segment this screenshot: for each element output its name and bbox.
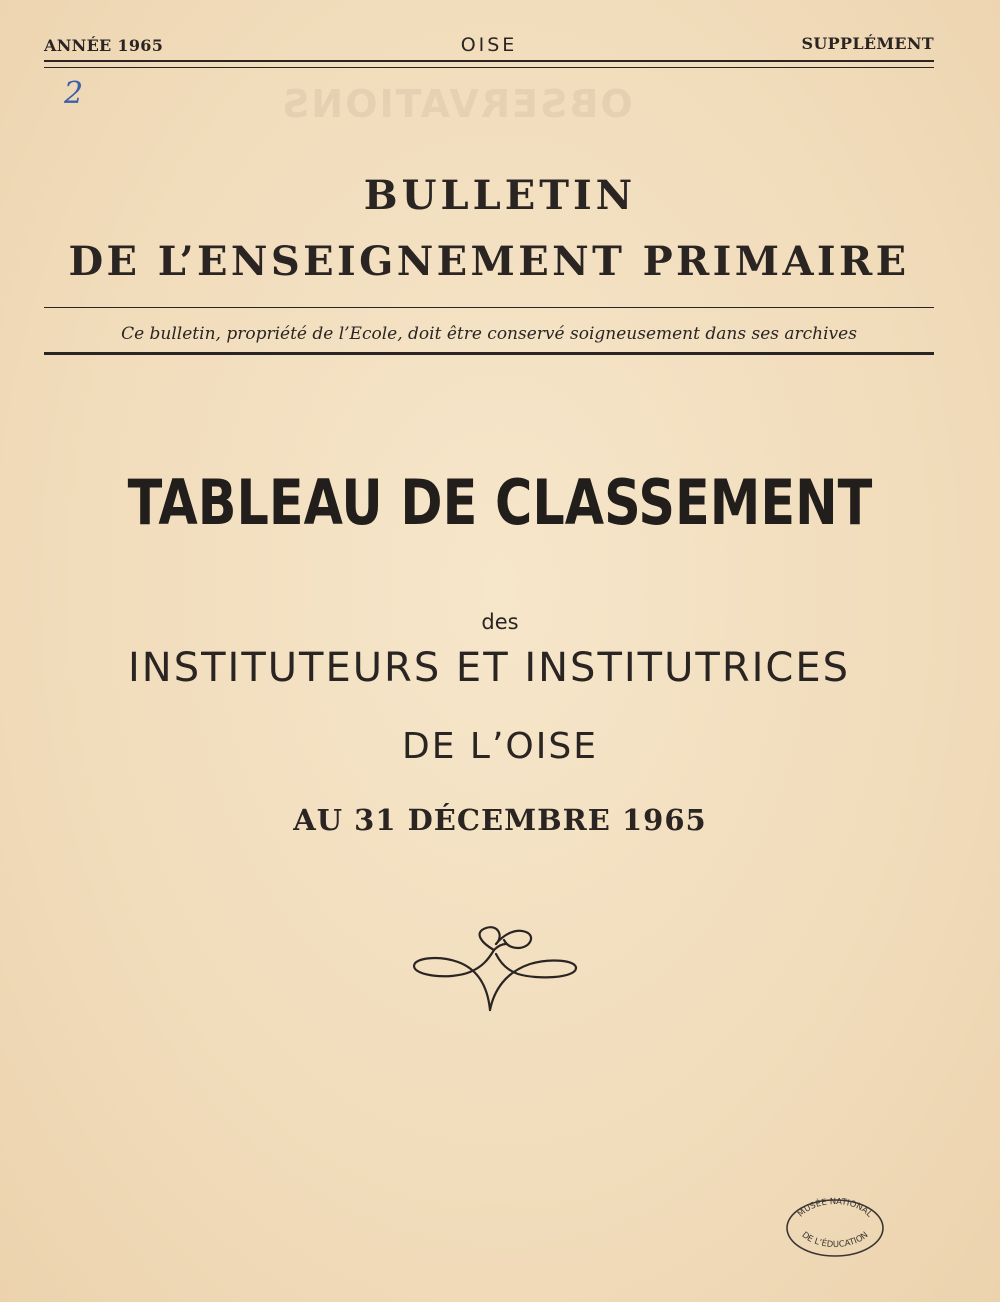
title-subject: INSTITUTEURS ET INSTITUTRICES — [127, 645, 851, 691]
masthead-rule-top — [44, 307, 934, 308]
masthead-line2: DE L’ENSEIGNEMENT PRIMAIRE — [68, 238, 910, 285]
svg-text:MUSÉE NATIONAL — [796, 1197, 874, 1220]
floral-ornament-icon — [410, 920, 580, 1015]
conservation-notice: Ce bulletin, propriété de l’Ecole, doit être conservé soigneusement dans ses archives — [121, 324, 857, 344]
svg-text:DE L’ÉDUCATION — [800, 1230, 871, 1250]
title-region: DE L’OISE — [402, 726, 598, 767]
department-label: OISE — [460, 34, 518, 56]
document-title: TABLEAU DE CLASSEMENT — [127, 466, 873, 539]
year-label: ANNÉE 1965 — [44, 36, 164, 55]
stamp-top-text: MUSÉE NATIONAL — [795, 1196, 875, 1220]
header-rule — [44, 60, 934, 68]
supplement-label: SUPPLÉMENT — [801, 34, 934, 53]
page-header — [44, 34, 934, 58]
museum-stamp — [783, 1196, 887, 1258]
masthead-rule-bottom — [44, 352, 934, 355]
title-connector: des — [481, 610, 519, 634]
title-date: AU 31 DÉCEMBRE 1965 — [293, 803, 707, 837]
handwritten-annotation: 2 — [64, 76, 84, 111]
stamp-bottom-text: DE L’ÉDUCATION — [799, 1230, 871, 1250]
masthead-line1: BULLETIN — [363, 172, 637, 219]
show-through-text: OBSERVATIONS — [280, 82, 633, 126]
